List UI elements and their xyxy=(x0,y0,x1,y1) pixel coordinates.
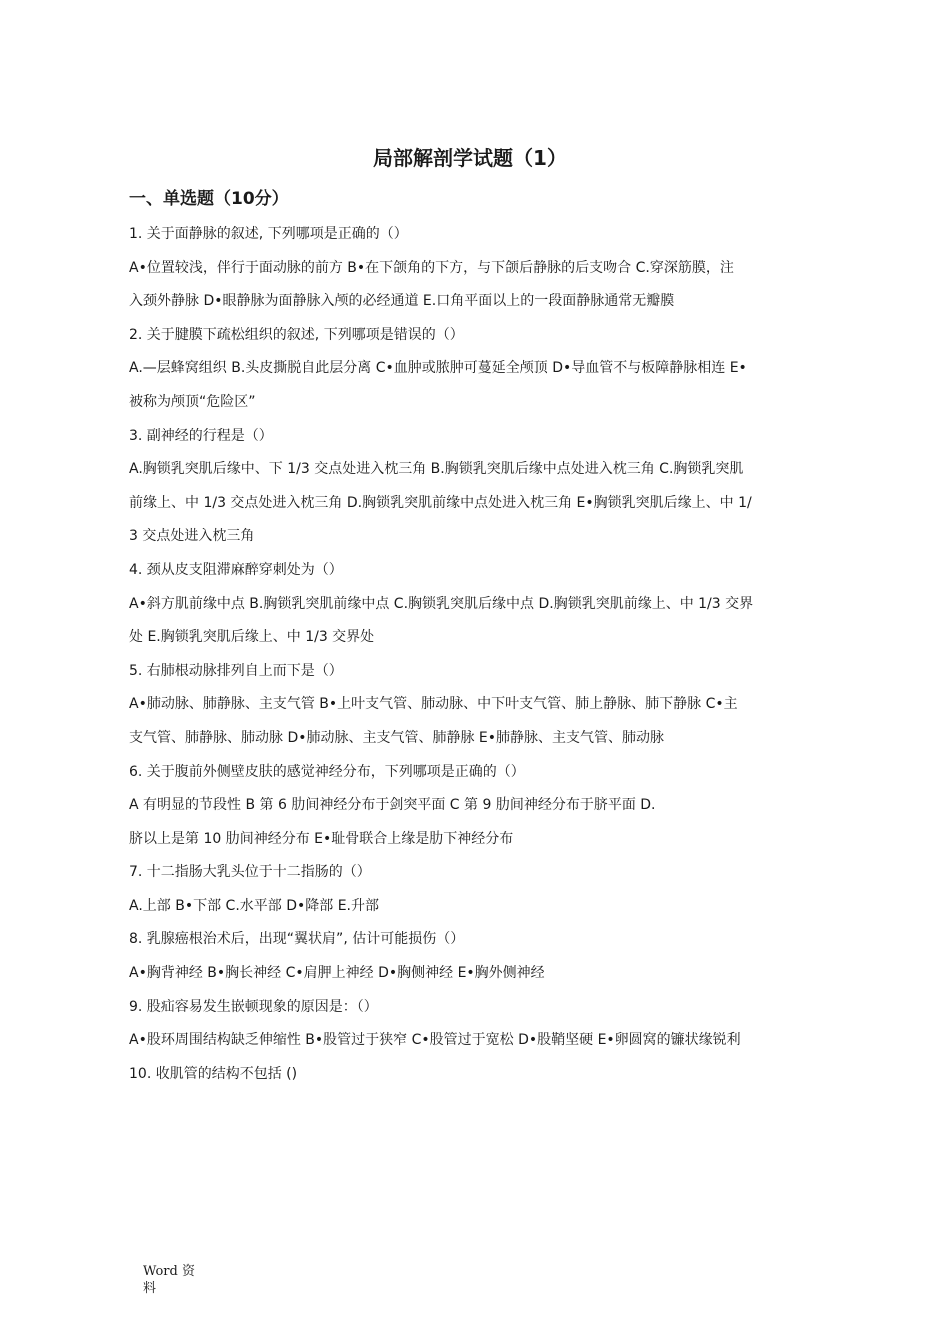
options-text: A 有明显的节段性 B 第 6 肋间神经分布于剑突平面 C 第 9 肋间神经分布于脐平面 D. xyxy=(129,797,656,814)
question-text: 4. 颈从皮支阻滞麻醉穿刺处为（） xyxy=(129,561,343,578)
question-text: 3. 副神经的行程是（） xyxy=(129,427,273,444)
question-text: 9. 股疝容易发生嵌顿现象的原因是：（） xyxy=(129,998,378,1015)
options-text: 脐以上是第 10 肋间神经分布 E•耻骨联合上缘是肋下神经分布 xyxy=(129,830,514,847)
options-text: A.胸锁乳突肌后缘中、下 1/3 交点处进入枕三角 B.胸锁乳突肌后缘中点处进入枕三角 C.胸锁乳突肌 xyxy=(129,461,744,478)
options-text: A•斜方肌前缘中点 B.胸锁乳突肌前缘中点 C.胸锁乳突肌后缘中点 D.胸锁乳突肌前缘上、中 1/3 交界 xyxy=(129,595,754,612)
page-title: 局部解剖学试题（1） xyxy=(373,146,567,170)
options-text: A.—层蜂窝组织 B.头皮撕脱自此层分离 C•血肿或脓肿可蔓延全颅顶 D•导血管不与板障静脉相连 E• xyxy=(129,360,747,377)
question-text: 8. 乳腺癌根治术后，出现“翼状肩”, 估计可能损伤（） xyxy=(129,931,465,948)
question-list xyxy=(129,218,825,1091)
options-text: 前缘上、中 1/3 交点处进入枕三角 D.胸锁乳突肌前缘中点处进入枕三角 E•胸锁乳突肌后缘上、中 1/ xyxy=(129,494,752,511)
question-text: 1. 关于面静脉的叙述, 下列哪项是正确的（） xyxy=(129,226,408,242)
options-text: A•股环周围结构缺乏伸缩性 B•股管过于狭窄 C•股管过于宽松 D•股鞘坚硬 E•卵圆窝的镰状缘锐利 xyxy=(129,1032,741,1049)
options-text: A•肺动脉、肺静脉、主支气管 B•上叶支气管、肺动脉、中下叶支气管、肺上静脉、肺下静脉 C•主 xyxy=(129,696,738,713)
options-text: 支气管、肺静脉、肺动脉 D•肺动脉、主支气管、肺静脉 E•肺静脉、主支气管、肺动脉 xyxy=(129,729,665,746)
options-text: A.上部 B•下部 C.水平部 D•降部 E.升部 xyxy=(129,897,380,914)
question-text: 5. 右肺根动脉排列自上而下是（） xyxy=(129,662,343,679)
question-text: 2. 关于腱膜下疏松组织的叙述, 下列哪项是错误的（） xyxy=(129,326,464,343)
options-text: A•位置较浅，伴行于面动脉的前方 B•在下颌角的下方，与下颌后静脉的后支吻合 C.穿深筋膜，注 xyxy=(129,259,734,276)
question-text: 7. 十二指肠大乳头位于十二指肠的（） xyxy=(129,864,371,881)
footer-line-1: Word 资 xyxy=(143,1264,195,1279)
page-footer xyxy=(143,1263,195,1297)
options-text: 3 交点处进入枕三角 xyxy=(129,528,255,545)
options-text: 被称为颅顶“危险区” xyxy=(129,393,256,410)
question-text: 10. 收肌管的结构不包括 () xyxy=(129,1065,298,1082)
options-text: 入颈外静脉 D•眼静脉为面静脉入颅的必经通道 E.口角平面以上的一段面静脉通常无瓣膜 xyxy=(129,293,675,310)
footer-line-2: 料 xyxy=(143,1281,157,1296)
section-heading: 一、单选题（10分） xyxy=(129,189,289,209)
options-text: A•胸背神经 B•胸长神经 C•肩胛上神经 D•胸侧神经 E•胸外侧神经 xyxy=(129,965,545,982)
options-text: 处 E.胸锁乳突肌后缘上、中 1/3 交界处 xyxy=(129,629,375,646)
question-text: 6. 关于腹前外侧壁皮肤的感觉神经分布，下列哪项是正确的（） xyxy=(129,763,525,780)
